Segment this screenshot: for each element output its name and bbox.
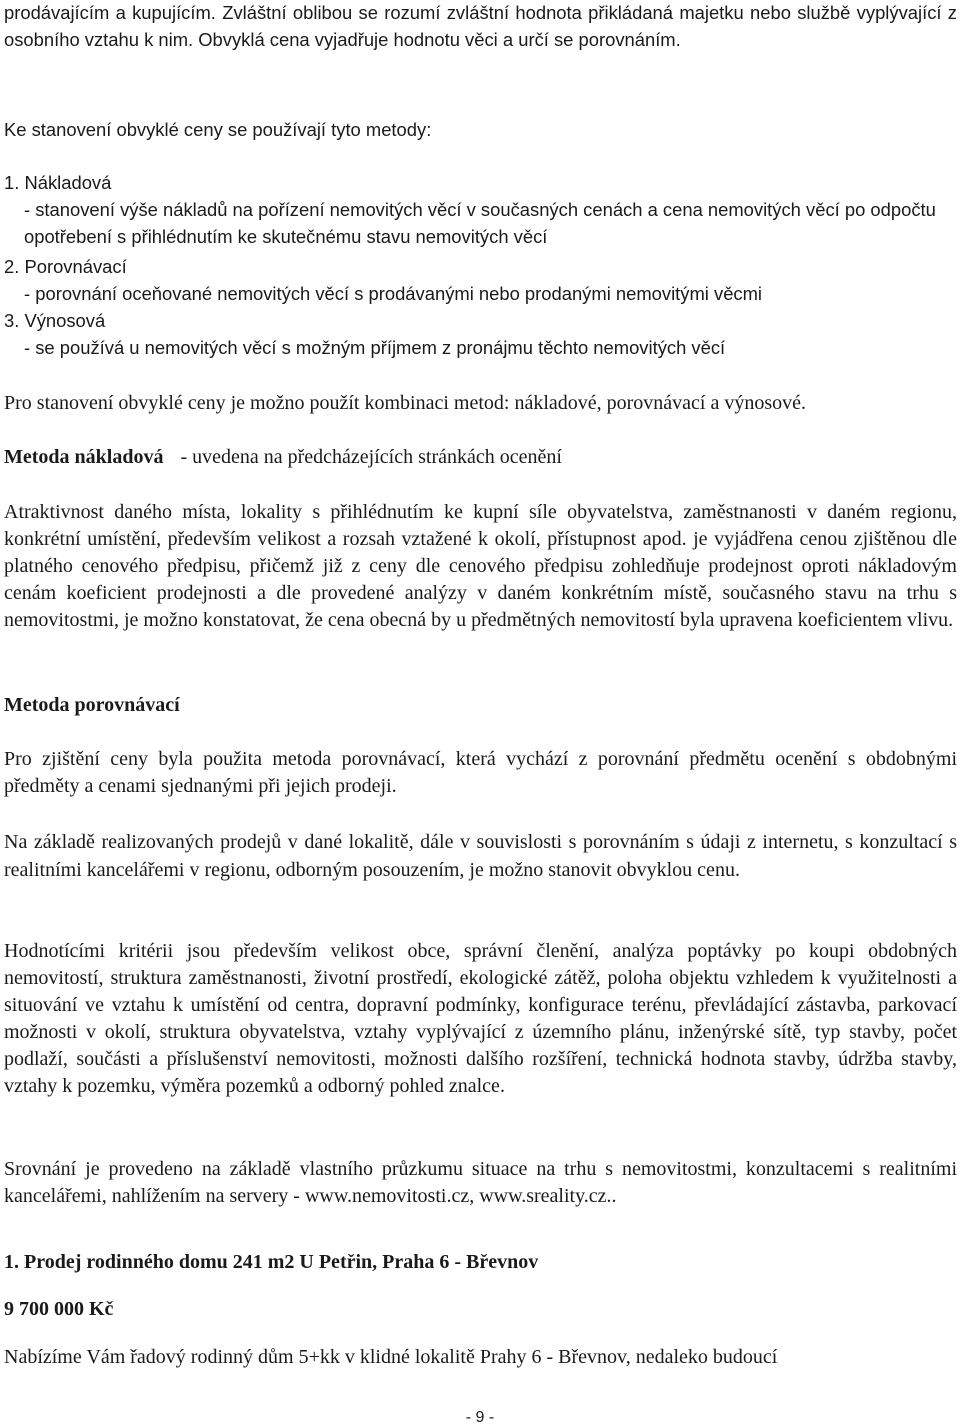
methods-combination: Pro stanovení obvyklé ceny je možno použít kombinaci metod: nákladové, porovnávací a výnosové. — [4, 392, 807, 414]
cost-method-paragraph: Atraktivnost daného místa, lokality s přihlédnutím ke kupní síle obyvatelstva, zaměstnanosti v daném regionu, konkrétní umístění, především velikost a rozsah vztažené k okolí, přístupnost apod. je vyjádřena cenou zjištěnou dle platného cenového předpisu, přičemž již z ceny dle cenového předpisu zohledňuje prodejnost oproti nákladovým cenám koeficient prodejnosti a dle provedené analýzy v daném konkrétním místě, současného stavu na trhu s nemovitostmi, je možno konstatovat, že cena obecná by u předmětných nemovitostí byla upravena koeficientem vlivu. — [4, 501, 957, 631]
method-3-description: - se používá u nemovitých věcí s možným příjmem z pronájmu těchto nemovitých věcí — [24, 337, 726, 358]
methods-heading: Ke stanovení obvyklé ceny se používají tyto metody: — [4, 119, 432, 140]
cost-method-heading-line — [4, 444, 957, 470]
intro-paragraph: prodávajícím a kupujícím. Zvláštní oblibou se rozumí zvláštní hodnota přikládaná majetku nebo službě vyplývající z osobního vztahu k nim. Obvyklá cena vyjadřuje hodnotu věci a určí se porovnáním. — [4, 2, 957, 50]
comparative-paragraph-4: Srovnání je provedeno na základě vlastního průzkumu situace na trhu s nemovitostmi, konzultacemi s realitními kancelářemi, nahlížením na servery - www.nemovitosti.cz, www.sreality.cz.. — [4, 1158, 957, 1207]
comparative-method-heading: Metoda porovnávací — [4, 694, 180, 716]
comparative-paragraph-3: Hodnotícími kritérii jsou především velikost obce, správní členění, analýza poptávky po koupi obdobných nemovitostí, struktura zaměstnanosti, životní prostředí, ekologické zátěž, poloha objektu vzhledem k využitelnosti a situování ve vztahu k umístění od centra, dopravní podmínky, konfigurace terénu, převládající zástavba, parkovací možnosti v okolí, struktura obyvatelstva, vztahy vyplývající z územního plánu, inženýrské sítě, typ stavby, počet podlaží, součásti a příslušenství nemovitosti, možnosti dalšího rozšíření, technická hodnota stavby, údržba stavby, vztahy k pozemku, výměra pozemků a odborný pohled znalce. — [4, 940, 957, 1097]
comparative-paragraph-1: Pro zjištění ceny byla použita metoda porovnávací, která vychází z porovnání předmětu ocenění s obdobnými předměty a cenami sjednanými při jejich prodeji. — [4, 748, 957, 797]
listing-title: 1. Prodej rodinného domu 241 m2 U Petřin, Praha 6 - Břevnov — [4, 1251, 539, 1273]
method-2-description: - porovnání oceňované nemovitých věcí s prodávanými nebo prodanými nemovitými věcmi — [24, 283, 763, 304]
method-1-description: - stanovení výše nákladů na pořízení nemovitých věcí v současných cenách a cena nemovitých věcí po odpočtu opotřebení s přihlédnutím ke skutečnému stavu nemovitých věcí — [24, 199, 936, 247]
cost-method-heading: Metoda nákladová — [4, 446, 164, 468]
page-number: - 9 - — [465, 1409, 495, 1426]
method-3-title: 3. Výnosová — [4, 310, 106, 331]
method-1-title: 1. Nákladová — [4, 172, 112, 193]
cost-method-note: - uvedena na předcházejících stránkách ocenění — [175, 446, 562, 468]
comparative-paragraph-2: Na základě realizovaných prodejů v dané lokalitě, dále v souvislosti s porovnáním s údaji z internetu, s konzultací s realitními kancelářemi v regionu, odborným posouzením, je možno stanovit obvyklou cenu. — [4, 831, 957, 881]
method-2-title: 2. Porovnávací — [4, 256, 127, 277]
listing-price: 9 700 000 Kč — [4, 1298, 114, 1320]
listing-description: Nabízíme Vám řadový rodinný dům 5+kk v klidné lokalitě Prahy 6 - Břevnov, nedaleko budoucí — [4, 1346, 778, 1368]
